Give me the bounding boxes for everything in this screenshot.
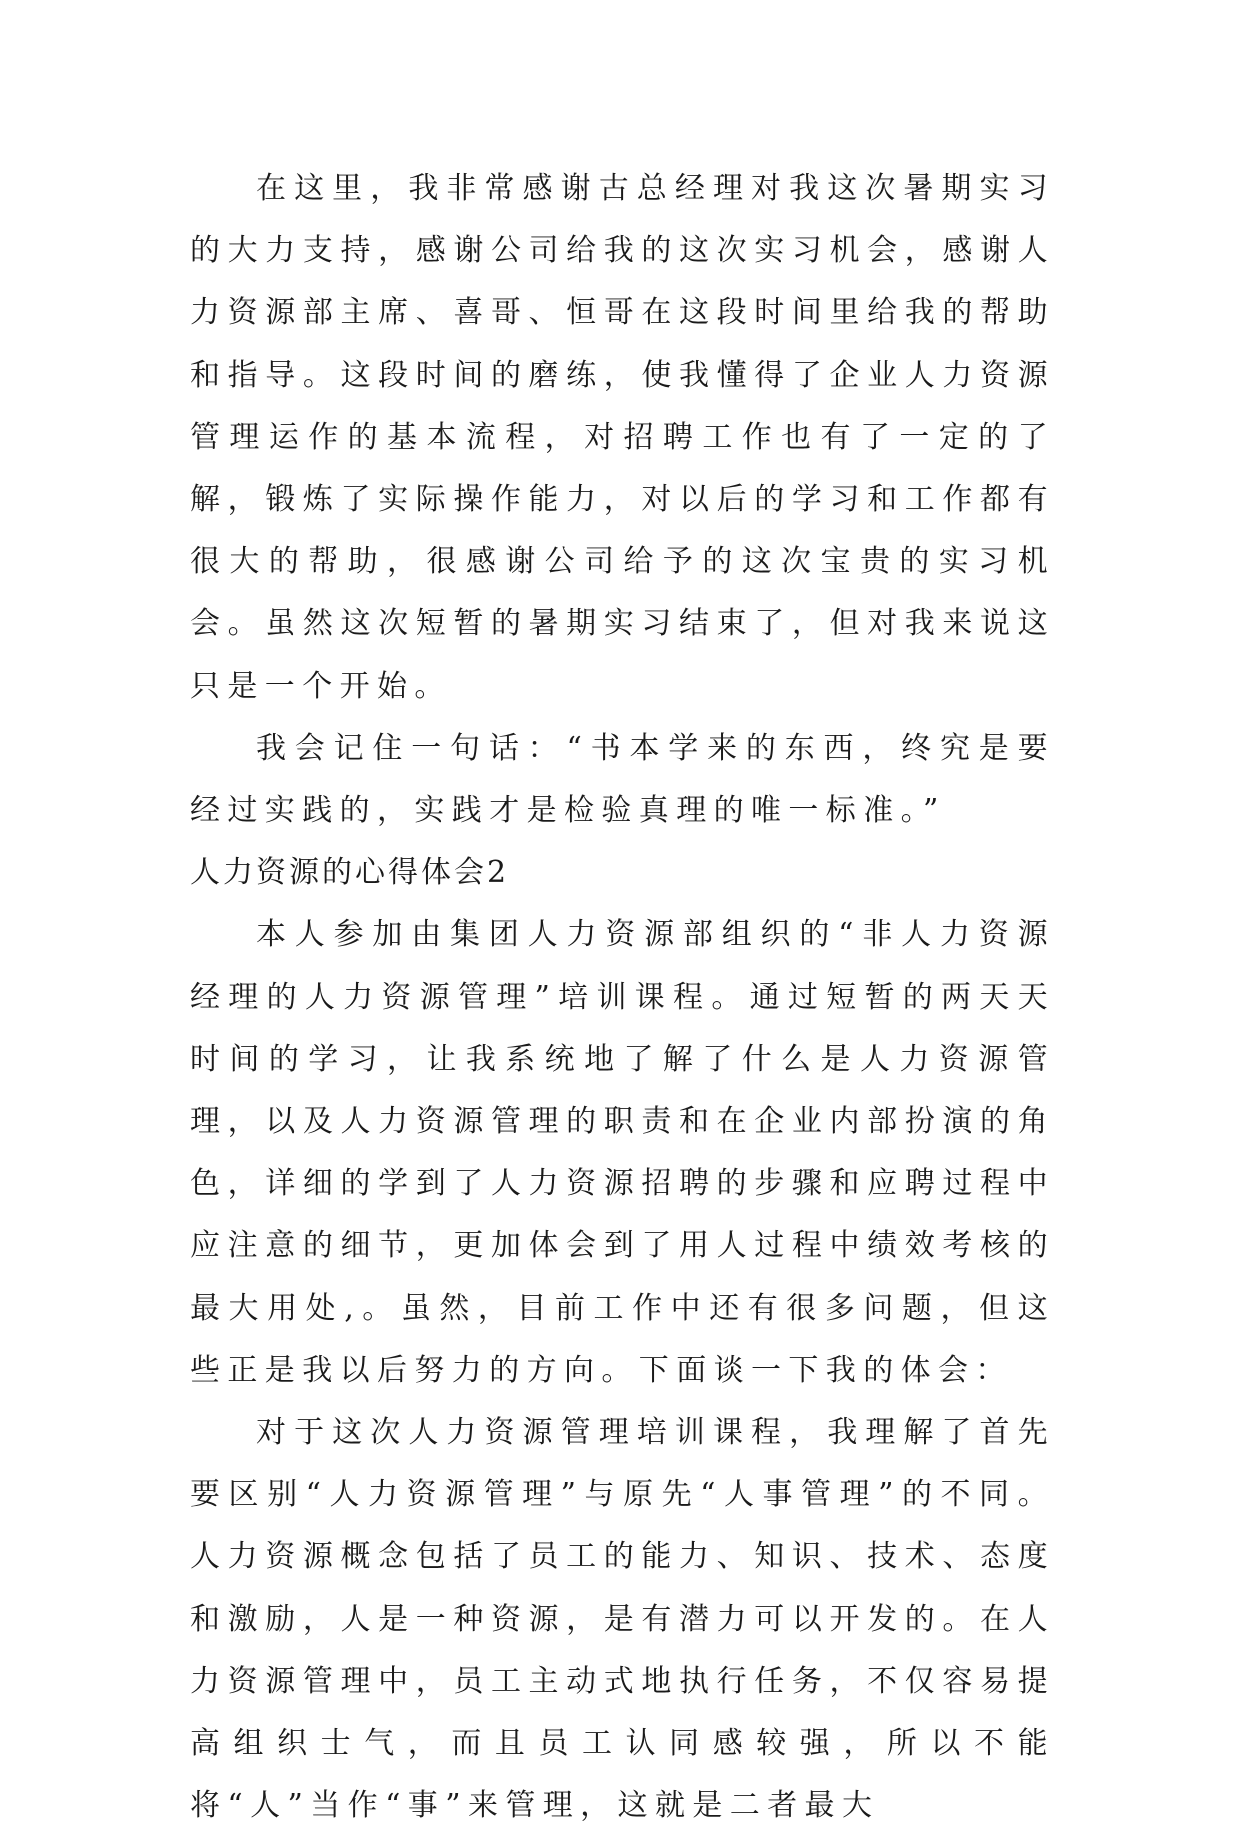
paragraph-understanding: 对于这次人力资源管理培训课程，我理解了首先要区别“人力资源管理”与原先“人事管理”的不同。人力资源概念包括了员工的能力、知识、技术、态度和激励，人是一种资源，是有潜力可以开发的。在人力资源管理中，员工主动式地执行任务，不仅容易提高组织士气，而且员工认同感较强，所以不能将“人”当作“事”来管理，这就是二者最大: [190, 1415, 1055, 1824]
document-body: [190, 158, 1055, 1837]
paragraph-quote: 我会记住一句话：“书本学来的东西，终究是要经过实践的，实践才是检验真理的唯一标准。”: [190, 730, 1055, 829]
section-heading: 人力资源的心得体会2: [190, 855, 510, 891]
paragraph-thanks: 在这里，我非常感谢古总经理对我这次暑期实习的大力支持，感谢公司给我的这次实习机会，感谢人力资源部主席、喜哥、恒哥在这段时间里给我的帮助和指导。这段时间的磨练，使我懂得了企业人力资源管理运作的基本流程，对招聘工作也有了一定的了解，锻炼了实际操作能力，对以后的学习和工作都有很大的帮助，很感谢公司给予的这次宝贵的实习机会。虽然这次短暂的暑期实习结束了，但对我来说这只是一个开始。: [190, 171, 1055, 704]
paragraph-training: 本人参加由集团人力资源部组织的“非人力资源经理的人力资源管理”培训课程。通过短暂的两天天时间的学习，让我系统地了解了什么是人力资源管理，以及人力资源管理的职责和在企业内部扮演的角色，详细的学到了人力资源招聘的步骤和应聘过程中应注意的细节，更加体会到了用人过程中绩效考核的最大用处,。虽然，目前工作中还有很多问题，但这些正是我以后努力的方向。下面谈一下我的体会：: [190, 917, 1055, 1388]
